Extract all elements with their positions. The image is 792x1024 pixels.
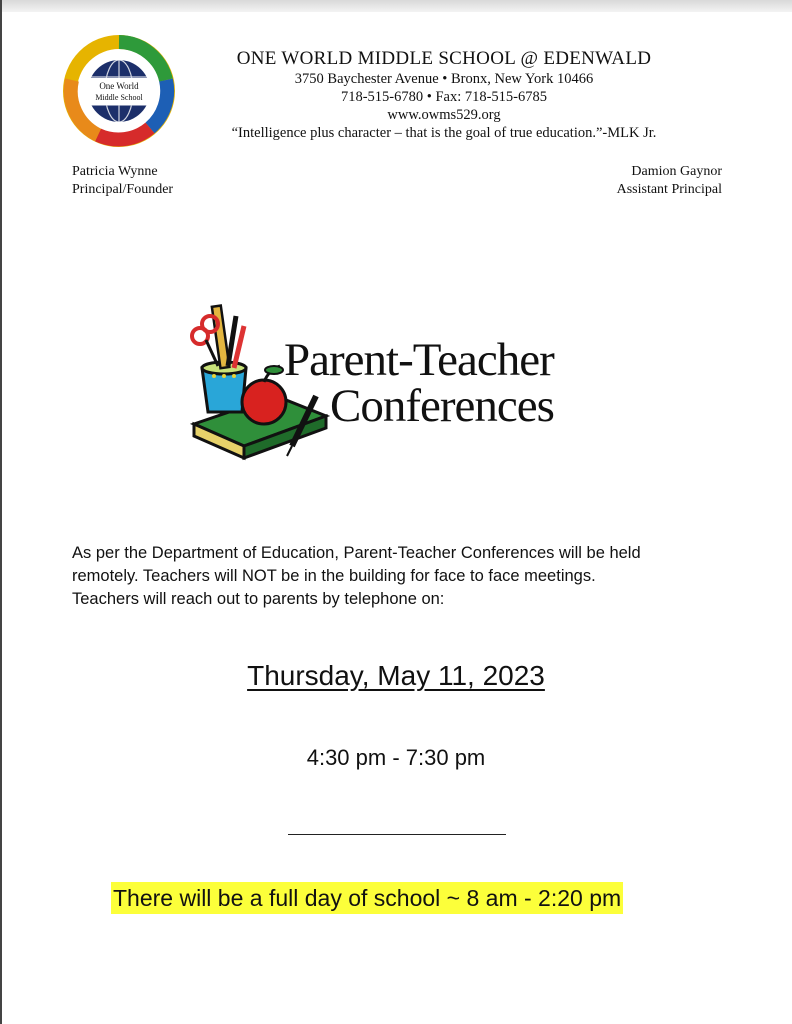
logo-text-2: Middle School: [95, 93, 143, 102]
school-name: ONE WORLD MIDDLE SCHOOL @ EDENWALD: [236, 48, 652, 69]
divider-line: [288, 834, 506, 835]
window-top-bar: [0, 0, 792, 12]
assistant-principal-name: Damion Gaynor: [631, 164, 722, 179]
conference-date: [0, 660, 792, 692]
school-website: www.owms529.org: [387, 107, 501, 123]
paragraph-line-3: Teachers will reach out to parents by telephone on:: [72, 590, 445, 608]
conference-date-text: Thursday, May 11, 2023: [247, 660, 545, 691]
principal-name: Patricia Wynne: [72, 164, 158, 179]
banner-line-2: Conferences: [330, 380, 554, 432]
school-quote: “Intelligence plus character – that is the goal of true education.”-MLK Jr.: [231, 125, 657, 141]
announcement-paragraph: [72, 542, 732, 611]
parent-teacher-conferences-banner: [284, 334, 554, 432]
principal-block: [72, 163, 173, 199]
principal-title: Principal/Founder: [72, 182, 174, 197]
conference-time: 4:30 pm - 7:30 pm: [306, 745, 486, 770]
page-left-edge: [0, 0, 2, 1024]
paragraph-line-2: remotely. Teachers will NOT be in the building for face to face meetings.: [72, 567, 596, 585]
school-phone: 718-515-6780 • Fax: 718-515-6785: [340, 89, 548, 105]
assistant-principal-title: Assistant Principal: [616, 182, 722, 197]
letterhead: [200, 48, 688, 142]
paragraph-line-1: As per the Department of Education, Parent-Teacher Conferences will be held: [72, 544, 641, 562]
full-day-note: There will be a full day of school ~ 8 am - 2:20 pm: [111, 882, 623, 914]
logo-text-1: One World: [99, 81, 139, 91]
assistant-principal-block: [617, 163, 722, 199]
school-logo: [58, 30, 180, 152]
banner-line-1: Parent-Teacher: [284, 334, 554, 386]
school-address: 3750 Baychester Avenue • Bronx, New York 10466: [294, 71, 594, 87]
